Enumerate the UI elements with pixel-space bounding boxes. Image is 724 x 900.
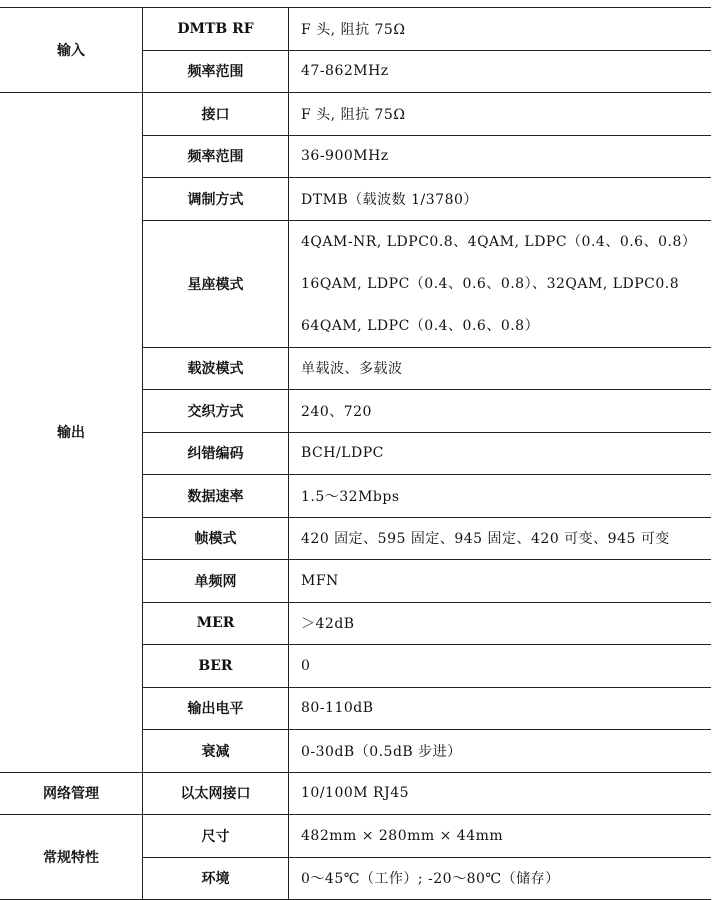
param-label: 帧模式 <box>143 517 289 560</box>
param-value: 1.5～32Mbps <box>289 475 712 518</box>
param-value: 36-900MHz <box>289 135 712 178</box>
param-value: 80-110dB <box>289 687 712 730</box>
section-network: 网络管理 <box>0 772 143 815</box>
table-row <box>0 8 711 51</box>
table-row <box>0 93 711 136</box>
param-value-multiline <box>289 220 712 347</box>
param-value: ＞42dB <box>289 602 712 645</box>
param-label: 频率范围 <box>143 50 289 93</box>
param-value: 0～45℃（工作）; -20～80℃（储存） <box>289 857 712 900</box>
param-value: BCH/LDPC <box>289 432 712 475</box>
param-label: MER <box>143 602 289 645</box>
section-output: 输出 <box>0 93 143 773</box>
param-value: 0 <box>289 645 712 688</box>
section-general: 常规特性 <box>0 815 143 900</box>
param-label: DMTB RF <box>143 8 289 51</box>
param-value: F 头, 阻抗 75Ω <box>289 8 712 51</box>
param-label: 单频网 <box>143 560 289 603</box>
value-line: 16QAM, LDPC（0.4、0.6、0.8）、32QAM, LDPC0.8 <box>301 275 680 292</box>
param-label: 数据速率 <box>143 475 289 518</box>
param-value: 240、720 <box>289 390 712 433</box>
param-label: 衰减 <box>143 730 289 773</box>
value-line: 64QAM, LDPC（0.4、0.6、0.8） <box>301 317 540 334</box>
param-label: BER <box>143 645 289 688</box>
param-label: 星座模式 <box>143 220 289 347</box>
param-value: 420 固定、595 固定、945 固定、420 可变、945 可变 <box>289 517 712 560</box>
param-value: 0-30dB（0.5dB 步进） <box>289 730 712 773</box>
param-label: 载波模式 <box>143 347 289 390</box>
param-value: 47-862MHz <box>289 50 712 93</box>
param-label: 以太网接口 <box>143 772 289 815</box>
param-label: 输出电平 <box>143 687 289 730</box>
table-row <box>0 815 711 858</box>
param-label: 频率范围 <box>143 135 289 178</box>
param-label: 交织方式 <box>143 390 289 433</box>
param-label: 尺寸 <box>143 815 289 858</box>
section-input: 输入 <box>0 8 143 93</box>
param-label: 环境 <box>143 857 289 900</box>
table-row <box>0 772 711 815</box>
value-line: 4QAM-NR, LDPC0.8、4QAM, LDPC（0.4、0.6、0.8） <box>301 233 697 250</box>
param-value: DTMB（载波数 1/3780） <box>289 178 712 221</box>
spec-table <box>0 7 711 900</box>
param-value: 10/100M RJ45 <box>289 772 712 815</box>
param-label: 接口 <box>143 93 289 136</box>
param-value: 单载波、多载波 <box>289 347 712 390</box>
param-value: F 头, 阻抗 75Ω <box>289 93 712 136</box>
param-label: 纠错编码 <box>143 432 289 475</box>
param-label: 调制方式 <box>143 178 289 221</box>
param-value: MFN <box>289 560 712 603</box>
param-value: 482mm × 280mm × 44mm <box>289 815 712 858</box>
